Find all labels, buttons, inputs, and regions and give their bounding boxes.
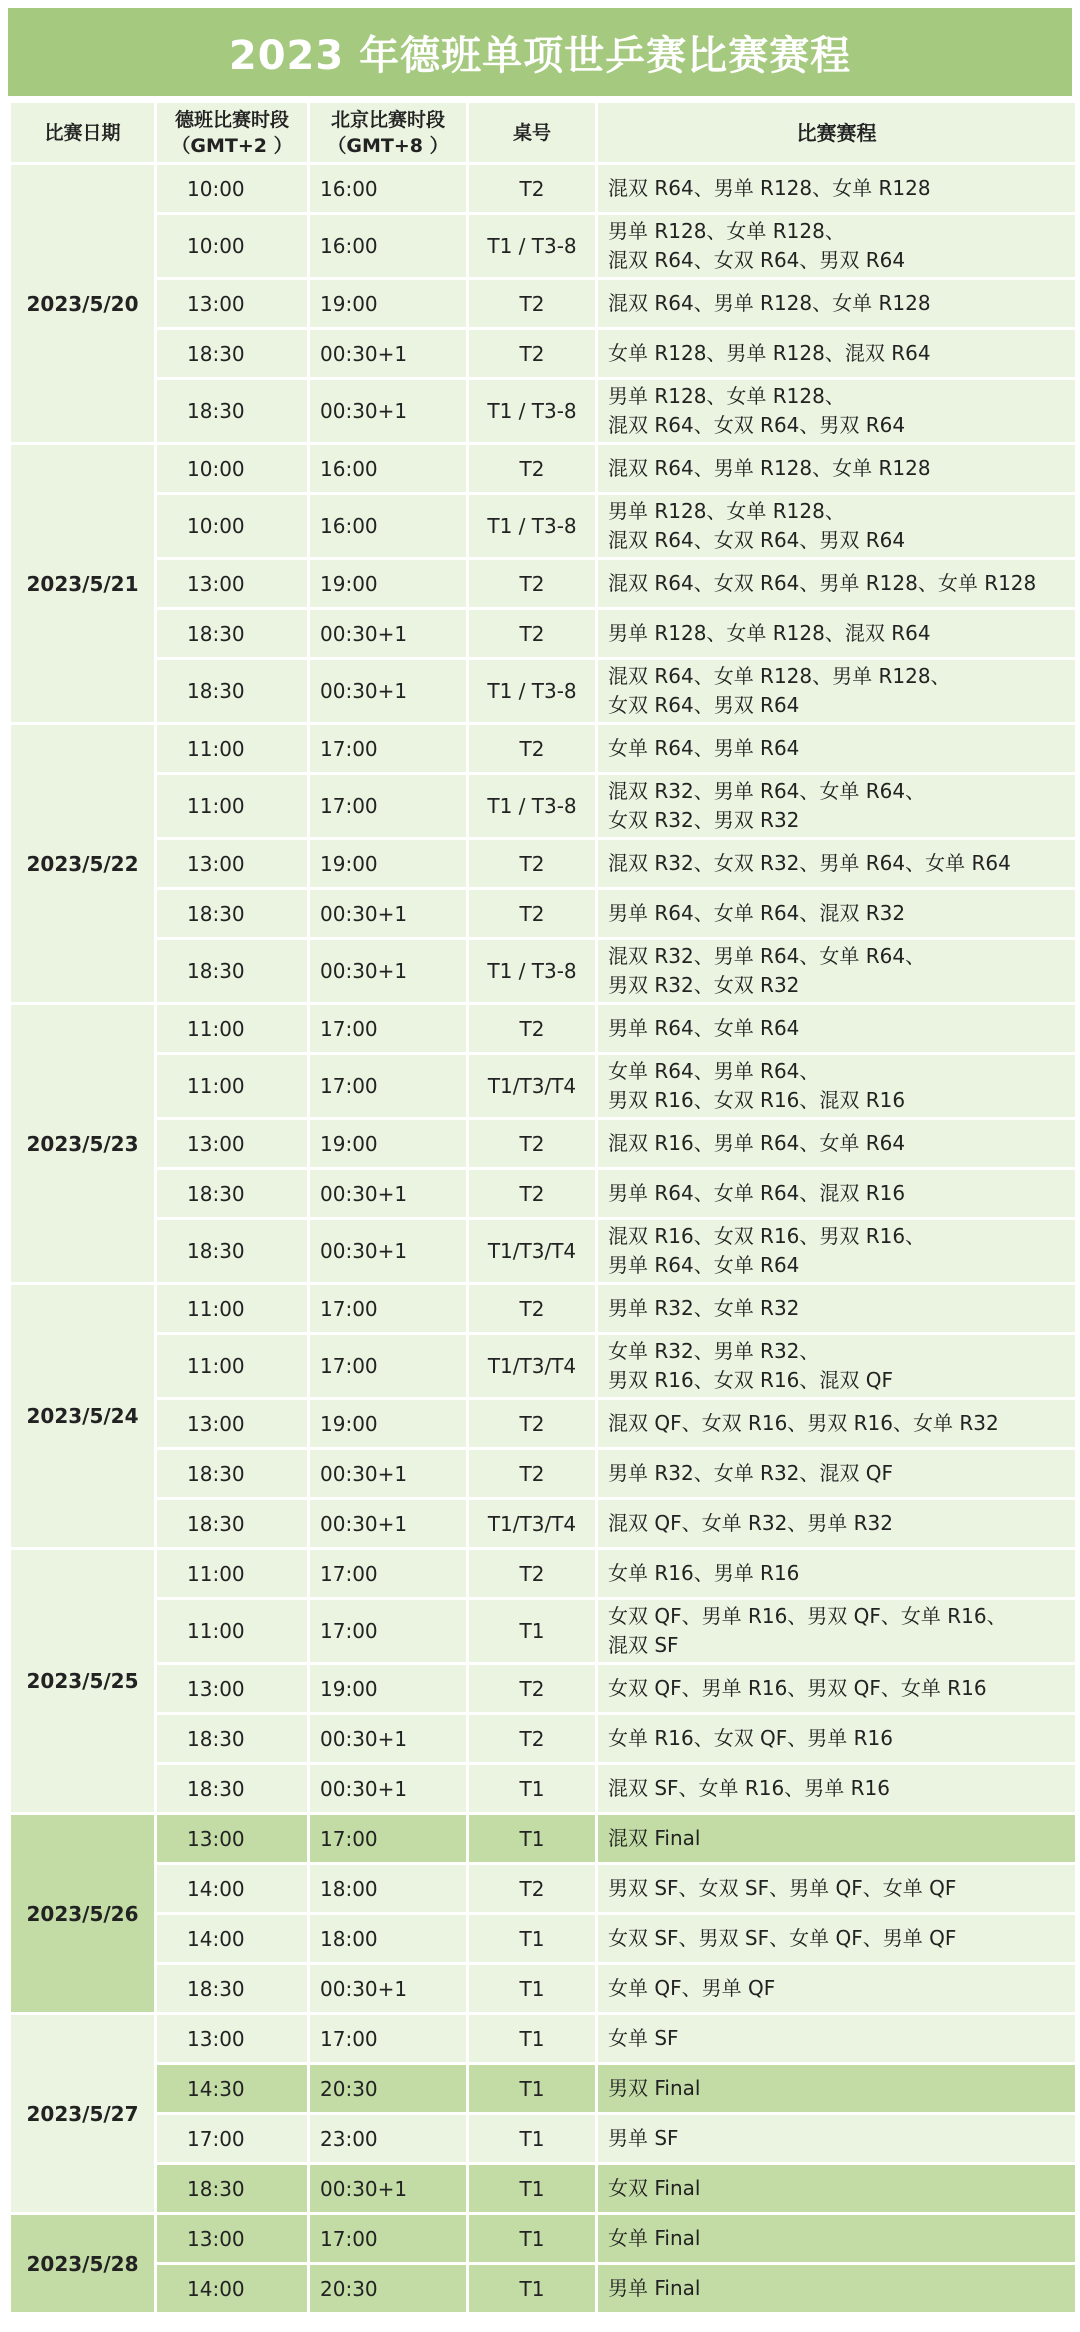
durban-time: 13:00 — [157, 1665, 307, 1712]
table-row — [11, 725, 1075, 772]
durban-time: 11:00 — [157, 1005, 307, 1052]
durban-time: 18:30 — [157, 380, 307, 442]
table-row — [11, 560, 1075, 607]
durban-time: 13:00 — [157, 1120, 307, 1167]
durban-time: 13:00 — [157, 840, 307, 887]
table-number: T1 — [469, 2265, 595, 2312]
beijing-time: 19:00 — [310, 280, 466, 327]
beijing-time: 00:30+1 — [310, 890, 466, 937]
beijing-time: 00:30+1 — [310, 1220, 466, 1282]
match-events: 女双 Final — [598, 2165, 1075, 2212]
beijing-time: 19:00 — [310, 1665, 466, 1712]
match-date: 2023/5/23 — [11, 1005, 154, 1282]
table-number: T1 — [469, 2065, 595, 2112]
table-number: T2 — [469, 1120, 595, 1167]
beijing-time: 19:00 — [310, 560, 466, 607]
table-number: T2 — [469, 330, 595, 377]
table-row — [11, 1120, 1075, 1167]
beijing-time: 17:00 — [310, 1600, 466, 1662]
beijing-time: 17:00 — [310, 1285, 466, 1332]
table-number: T2 — [469, 725, 595, 772]
header-table-number: 桌号 — [469, 103, 595, 162]
table-number: T1 — [469, 1765, 595, 1812]
table-row — [11, 1865, 1075, 1912]
match-events: 混双 R64、女双 R64、男单 R128、女单 R128 — [598, 560, 1075, 607]
table-row — [11, 2115, 1075, 2162]
table-number: T2 — [469, 1715, 595, 1762]
match-events: 男单 R64、女单 R64、混双 R16 — [598, 1170, 1075, 1217]
table-row — [11, 215, 1075, 277]
durban-time: 14:00 — [157, 1915, 307, 1962]
beijing-time: 00:30+1 — [310, 1765, 466, 1812]
match-events: 混双 R16、男单 R64、女单 R64 — [598, 1120, 1075, 1167]
beijing-time: 00:30+1 — [310, 2165, 466, 2212]
table-row — [11, 890, 1075, 937]
durban-time: 10:00 — [157, 165, 307, 212]
table-row — [11, 660, 1075, 722]
durban-time: 13:00 — [157, 2015, 307, 2062]
table-number: T1 — [469, 1815, 595, 1862]
table-number: T2 — [469, 560, 595, 607]
beijing-time: 16:00 — [310, 215, 466, 277]
durban-time: 11:00 — [157, 775, 307, 837]
table-number: T1 / T3-8 — [469, 775, 595, 837]
table-row — [11, 1500, 1075, 1547]
durban-time: 11:00 — [157, 1285, 307, 1332]
durban-time: 10:00 — [157, 495, 307, 557]
table-number: T2 — [469, 1400, 595, 1447]
table-number: T2 — [469, 890, 595, 937]
beijing-time: 00:30+1 — [310, 1715, 466, 1762]
durban-time: 13:00 — [157, 280, 307, 327]
header-date: 比赛日期 — [11, 103, 154, 162]
table-number: T2 — [469, 1005, 595, 1052]
match-events: 女单 R16、男单 R16 — [598, 1550, 1075, 1597]
beijing-time: 00:30+1 — [310, 1450, 466, 1497]
schedule-body — [11, 165, 1075, 2312]
table-row — [11, 1005, 1075, 1052]
beijing-time: 17:00 — [310, 1005, 466, 1052]
table-row — [11, 2165, 1075, 2212]
durban-time: 11:00 — [157, 1335, 307, 1397]
table-row — [11, 1400, 1075, 1447]
match-events: 女单 R128、男单 R128、混双 R64 — [598, 330, 1075, 377]
match-date: 2023/5/21 — [11, 445, 154, 722]
durban-time: 11:00 — [157, 725, 307, 772]
beijing-time: 18:00 — [310, 1865, 466, 1912]
durban-time: 18:30 — [157, 1220, 307, 1282]
match-date: 2023/5/26 — [11, 1815, 154, 2012]
header-beijing-tz: （GMT+8 ） — [327, 134, 449, 157]
table-number: T2 — [469, 1550, 595, 1597]
table-number: T1 — [469, 1965, 595, 2012]
beijing-time: 16:00 — [310, 445, 466, 492]
match-events: 男单 R64、女单 R64 — [598, 1005, 1075, 1052]
table-row — [11, 775, 1075, 837]
match-events: 男单 R128、女单 R128、 混双 R64、女双 R64、男双 R64 — [598, 215, 1075, 277]
beijing-time: 16:00 — [310, 165, 466, 212]
beijing-time: 17:00 — [310, 1815, 466, 1862]
beijing-time: 00:30+1 — [310, 1170, 466, 1217]
match-events: 男单 R32、女单 R32、混双 QF — [598, 1450, 1075, 1497]
match-events: 女单 R16、女双 QF、男单 R16 — [598, 1715, 1075, 1762]
table-row — [11, 330, 1075, 377]
match-events: 男单 R128、女单 R128、 混双 R64、女双 R64、男双 R64 — [598, 380, 1075, 442]
table-row — [11, 1600, 1075, 1662]
match-date: 2023/5/25 — [11, 1550, 154, 1812]
match-events: 混双 R64、女单 R128、男单 R128、 女双 R64、男双 R64 — [598, 660, 1075, 722]
match-events: 男单 Final — [598, 2265, 1075, 2312]
durban-time: 18:30 — [157, 330, 307, 377]
table-number: T1 — [469, 2115, 595, 2162]
table-row — [11, 1335, 1075, 1397]
table-number: T1 / T3-8 — [469, 215, 595, 277]
table-row — [11, 2065, 1075, 2112]
durban-time: 18:30 — [157, 610, 307, 657]
table-row — [11, 1815, 1075, 1862]
table-row — [11, 495, 1075, 557]
table-number: T2 — [469, 1665, 595, 1712]
match-events: 女单 R32、男单 R32、 男双 R16、女双 R16、混双 QF — [598, 1335, 1075, 1397]
table-number: T1/T3/T4 — [469, 1220, 595, 1282]
durban-time: 18:30 — [157, 1500, 307, 1547]
durban-time: 18:30 — [157, 1965, 307, 2012]
durban-time: 13:00 — [157, 1815, 307, 1862]
match-events: 女单 SF — [598, 2015, 1075, 2062]
table-number: T2 — [469, 1170, 595, 1217]
durban-time: 10:00 — [157, 215, 307, 277]
table-number: T2 — [469, 1285, 595, 1332]
match-date: 2023/5/28 — [11, 2215, 154, 2312]
table-row — [11, 2015, 1075, 2062]
match-events: 混双 QF、女单 R32、男单 R32 — [598, 1500, 1075, 1547]
beijing-time: 00:30+1 — [310, 330, 466, 377]
beijing-time: 17:00 — [310, 1335, 466, 1397]
table-row — [11, 280, 1075, 327]
match-events: 混双 R32、男单 R64、女单 R64、 女双 R32、男双 R32 — [598, 775, 1075, 837]
table-row — [11, 1170, 1075, 1217]
match-events: 女单 QF、男单 QF — [598, 1965, 1075, 2012]
header-durban-time — [157, 103, 307, 162]
match-events: 女双 QF、男单 R16、男双 QF、女单 R16、 混双 SF — [598, 1600, 1075, 1662]
beijing-time: 17:00 — [310, 2215, 466, 2262]
durban-time: 18:30 — [157, 1450, 307, 1497]
header-durban-tz: （GMT+2 ） — [171, 134, 293, 157]
table-number: T2 — [469, 610, 595, 657]
match-date: 2023/5/20 — [11, 165, 154, 442]
match-events: 男单 R32、女单 R32 — [598, 1285, 1075, 1332]
beijing-time: 00:30+1 — [310, 1500, 466, 1547]
match-events: 男单 R128、女单 R128、混双 R64 — [598, 610, 1075, 657]
match-events: 混双 R64、男单 R128、女单 R128 — [598, 280, 1075, 327]
durban-time: 13:00 — [157, 560, 307, 607]
match-events: 女单 Final — [598, 2215, 1075, 2262]
durban-time: 14:30 — [157, 2065, 307, 2112]
durban-time: 18:30 — [157, 1715, 307, 1762]
header-schedule: 比赛赛程 — [598, 103, 1075, 162]
table-number: T1 / T3-8 — [469, 660, 595, 722]
table-number: T1 — [469, 2165, 595, 2212]
table-number: T2 — [469, 445, 595, 492]
table-number: T2 — [469, 840, 595, 887]
durban-time: 18:30 — [157, 660, 307, 722]
match-events: 男单 R128、女单 R128、 混双 R64、女双 R64、男双 R64 — [598, 495, 1075, 557]
table-row — [11, 940, 1075, 1002]
table-row — [11, 1715, 1075, 1762]
table-row — [11, 1665, 1075, 1712]
durban-time: 18:30 — [157, 1765, 307, 1812]
table-number: T1 — [469, 2015, 595, 2062]
durban-time: 17:00 — [157, 2115, 307, 2162]
match-date: 2023/5/27 — [11, 2015, 154, 2212]
beijing-time: 00:30+1 — [310, 380, 466, 442]
beijing-time: 17:00 — [310, 775, 466, 837]
header-durban-title: 德班比赛时段 — [174, 108, 289, 131]
match-events: 混双 R32、女双 R32、男单 R64、女单 R64 — [598, 840, 1075, 887]
durban-time: 13:00 — [157, 1400, 307, 1447]
table-number: T1 — [469, 1915, 595, 1962]
beijing-time: 16:00 — [310, 495, 466, 557]
header-beijing-time — [310, 103, 466, 162]
match-events: 混双 R64、男单 R128、女单 R128 — [598, 445, 1075, 492]
durban-time: 18:30 — [157, 890, 307, 937]
match-date: 2023/5/24 — [11, 1285, 154, 1547]
table-row — [11, 1220, 1075, 1282]
match-events: 混双 SF、女单 R16、男单 R16 — [598, 1765, 1075, 1812]
beijing-time: 19:00 — [310, 840, 466, 887]
beijing-time: 00:30+1 — [310, 1965, 466, 2012]
schedule-table — [8, 100, 1078, 2315]
beijing-time: 20:30 — [310, 2065, 466, 2112]
header-row — [11, 103, 1075, 162]
beijing-time: 23:00 — [310, 2115, 466, 2162]
durban-time: 11:00 — [157, 1055, 307, 1117]
beijing-time: 17:00 — [310, 2015, 466, 2062]
table-row — [11, 1550, 1075, 1597]
match-events: 混双 Final — [598, 1815, 1075, 1862]
header-beijing-title: 北京比赛时段 — [330, 108, 445, 131]
table-number: T1 — [469, 1600, 595, 1662]
match-date: 2023/5/22 — [11, 725, 154, 1002]
durban-time: 18:30 — [157, 940, 307, 1002]
table-number: T2 — [469, 1450, 595, 1497]
match-events: 男双 SF、女双 SF、男单 QF、女单 QF — [598, 1865, 1075, 1912]
table-row — [11, 165, 1075, 212]
table-row — [11, 1915, 1075, 1962]
match-events: 混双 QF、女双 R16、男双 R16、女单 R32 — [598, 1400, 1075, 1447]
table-number: T2 — [469, 1865, 595, 1912]
beijing-time: 00:30+1 — [310, 610, 466, 657]
beijing-time: 17:00 — [310, 725, 466, 772]
table-number: T1 / T3-8 — [469, 940, 595, 1002]
table-number: T1/T3/T4 — [469, 1335, 595, 1397]
match-events: 女双 QF、男单 R16、男双 QF、女单 R16 — [598, 1665, 1075, 1712]
beijing-time: 19:00 — [310, 1120, 466, 1167]
table-row — [11, 1965, 1075, 2012]
table-row — [11, 840, 1075, 887]
beijing-time: 17:00 — [310, 1055, 466, 1117]
beijing-time: 00:30+1 — [310, 660, 466, 722]
table-number: T1 / T3-8 — [469, 495, 595, 557]
durban-time: 18:30 — [157, 1170, 307, 1217]
match-events: 混双 R64、男单 R128、女单 R128 — [598, 165, 1075, 212]
table-row — [11, 380, 1075, 442]
match-events: 女单 R64、男单 R64、 男双 R16、女双 R16、混双 R16 — [598, 1055, 1075, 1117]
table-number: T1/T3/T4 — [469, 1055, 595, 1117]
table-number: T2 — [469, 165, 595, 212]
durban-time: 11:00 — [157, 1600, 307, 1662]
durban-time: 13:00 — [157, 2215, 307, 2262]
match-events: 男单 R64、女单 R64、混双 R32 — [598, 890, 1075, 937]
durban-time: 14:00 — [157, 1865, 307, 1912]
match-events: 混双 R16、女双 R16、男双 R16、 男单 R64、女单 R64 — [598, 1220, 1075, 1282]
durban-time: 18:30 — [157, 2165, 307, 2212]
beijing-time: 18:00 — [310, 1915, 466, 1962]
beijing-time: 20:30 — [310, 2265, 466, 2312]
beijing-time: 00:30+1 — [310, 940, 466, 1002]
table-number: T1 — [469, 2215, 595, 2262]
match-events: 女单 R64、男单 R64 — [598, 725, 1075, 772]
table-row — [11, 2265, 1075, 2312]
table-row — [11, 445, 1075, 492]
durban-time: 10:00 — [157, 445, 307, 492]
table-number: T1/T3/T4 — [469, 1500, 595, 1547]
table-row — [11, 1055, 1075, 1117]
table-row — [11, 1765, 1075, 1812]
beijing-time: 17:00 — [310, 1550, 466, 1597]
durban-time: 11:00 — [157, 1550, 307, 1597]
table-row — [11, 1450, 1075, 1497]
table-row — [11, 2215, 1075, 2262]
match-events: 混双 R32、男单 R64、女单 R64、 男双 R32、女双 R32 — [598, 940, 1075, 1002]
page-title: 2023 年德班单项世乒赛比赛赛程 — [8, 8, 1072, 96]
match-events: 女双 SF、男双 SF、女单 QF、男单 QF — [598, 1915, 1075, 1962]
durban-time: 14:00 — [157, 2265, 307, 2312]
beijing-time: 19:00 — [310, 1400, 466, 1447]
table-number: T1 / T3-8 — [469, 380, 595, 442]
table-row — [11, 610, 1075, 657]
match-events: 男双 Final — [598, 2065, 1075, 2112]
table-row — [11, 1285, 1075, 1332]
match-events: 男单 SF — [598, 2115, 1075, 2162]
table-number: T2 — [469, 280, 595, 327]
